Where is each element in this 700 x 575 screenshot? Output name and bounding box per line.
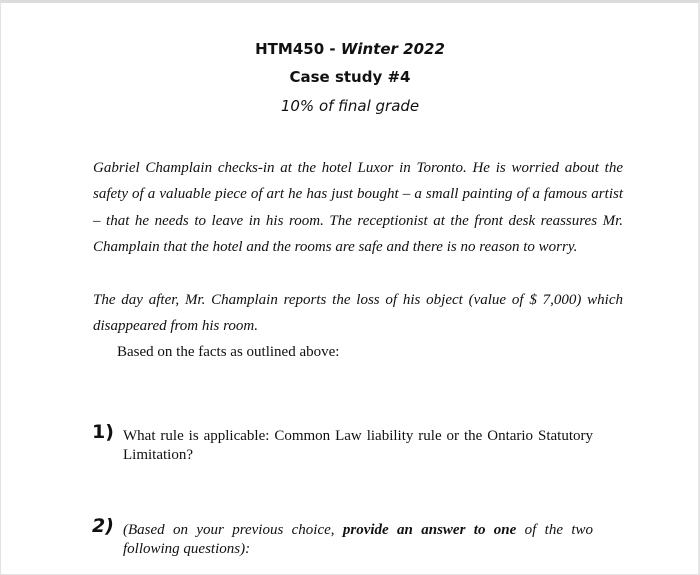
question-1-text: What rule is applicable: Common Law liability rule or the Ontario Statutory Limitation?	[123, 428, 593, 463]
question-1-number: 1)	[92, 421, 114, 443]
instructions-text: Based on the facts as outlined above:	[117, 344, 340, 360]
case-paragraph-1: Gabriel Champlain checks-in at the hotel Luxor in Toronto. He is worried about the safety of a valuable piece of art he has just bought – a small painting of a famous artist – that he needs to leave in his room. The receptionist at the front desk reassures Mr. Champlain that the hotel and the rooms are safe and there is no reason to worry.	[93, 160, 623, 256]
question-2-text-part-a: (Based on your previous choice,	[123, 522, 343, 538]
case-paragraph-2: The day after, Mr. Champlain reports the loss of his object (value of $ 7,000) which disappeared from his room.	[93, 292, 623, 335]
question-2-emphasis: provide an answer to one	[342, 522, 517, 538]
course-term: Winter 2022	[340, 40, 445, 58]
question-2-text	[123, 521, 593, 559]
course-code: HTM450	[255, 40, 325, 58]
case-study-title: Case study #4	[289, 68, 411, 86]
title-separator: -	[324, 40, 341, 58]
grade-weight: 10% of final grade	[280, 97, 420, 115]
course-title	[0, 40, 700, 58]
question-2-number: 2)	[92, 515, 114, 537]
question-2-text-part-b: of the two following questions):	[123, 522, 594, 557]
